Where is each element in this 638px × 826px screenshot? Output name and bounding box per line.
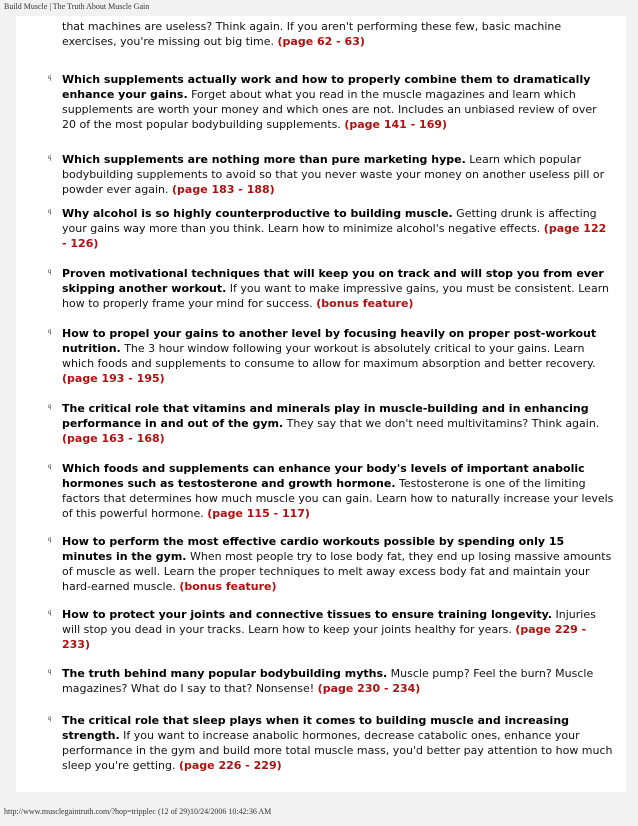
page-reference: (page 230 - 234) xyxy=(317,682,421,695)
list-item-text xyxy=(62,206,614,251)
page-reference: (page 122 - 126) xyxy=(62,222,607,250)
bullet-icon: q xyxy=(48,327,52,335)
item-heading: The truth behind many popular bodybuilding myths. xyxy=(62,667,388,680)
page-reference: (page 226 - 229) xyxy=(178,759,282,772)
page-reference: (page 229 - 233) xyxy=(62,623,587,651)
item-description: Learn which popular bodybuilding supplements to avoid so that you never waste your money on another useless pill or powder ever again. xyxy=(62,153,605,196)
item-description: If you want to increase anabolic hormones, decrease catabolic ones, enhance your performance in the gym and build more total muscle mass, you'd better pay attention to how much sleep you're getting. xyxy=(62,729,613,772)
continuation-paragraph xyxy=(62,19,610,49)
bullet-icon: q xyxy=(48,153,52,161)
bullet-icon: q xyxy=(48,402,52,410)
print-header-title: Build Muscle | The Truth About Muscle Gain xyxy=(4,2,150,11)
list-item-text xyxy=(62,534,614,594)
bullet-icon: q xyxy=(48,207,52,215)
item-heading: How to perform the most effective cardio workouts possible by spending only 15 minutes in the gym. xyxy=(62,535,565,563)
item-description: The 3 hour window following your workout is absolutely critical to your gains. Learn which foods and supplements to consume to allow for maximum absorption and better recovery. xyxy=(62,342,596,370)
list-item-text xyxy=(62,607,614,652)
page-reference: (page 141 - 169) xyxy=(344,118,448,131)
continuation-text: that machines are useless? Think again. If you aren't performing these few, basic machine exercises, you're missing out big time. xyxy=(62,20,562,48)
item-heading: Proven motivational techniques that will keep you on track and will stop you from ever skipping another workout. xyxy=(62,267,604,295)
list-item-text xyxy=(62,713,614,773)
item-description: Getting drunk is affecting your gains way more than you think. Learn how to minimize alcohol's negative effects. xyxy=(62,207,597,235)
item-description: Muscle pump? Feel the burn? Muscle magazines? What do I say to that? Nonsense! xyxy=(62,667,594,695)
document-page xyxy=(16,16,626,792)
list-item-text xyxy=(62,152,614,197)
page-reference: (page 193 - 195) xyxy=(62,372,165,385)
item-heading: Why alcohol is so highly counterproductive to building muscle. xyxy=(62,207,453,220)
page-reference: (page 183 - 188) xyxy=(172,183,275,196)
item-heading: The critical role that sleep plays when it comes to building muscle and increasing strength. xyxy=(62,714,570,742)
item-heading: The critical role that vitamins and minerals play in muscle-building and in enhancing performance in and out of the gym. xyxy=(62,402,589,430)
bullet-icon: q xyxy=(48,535,52,543)
item-description: Forget about what you read in the muscle magazines and learn which supplements are worth your money and which ones are not. Includes an unbiased review of over 20 of the most popular bodybuilding supplements. xyxy=(62,88,597,131)
item-description: Injuries will stop you dead in your tracks. Learn how to keep your joints healthy for years. xyxy=(62,608,596,636)
bullet-icon: q xyxy=(48,608,52,616)
page-reference: (page 115 - 117) xyxy=(207,507,310,520)
item-heading: Which supplements actually work and how to properly combine them to dramatically enhance your gains. xyxy=(62,73,591,101)
print-footer-url: http://www.musclegaintruth.com/?hop=tripplec (12 of 29)10/24/2006 10:42:36 AM xyxy=(4,807,272,816)
item-description: When most people try to lose body fat, they end up losing massive amounts of muscle as well. Learn the proper techniques to melt away excess body fat and maintain your hard-earned muscle. xyxy=(62,550,612,593)
page-reference: (page 62 - 63) xyxy=(277,35,365,48)
item-heading: Which supplements are nothing more than pure marketing hype. xyxy=(62,153,466,166)
item-description: They say that we don't need multivitamins? Think again. xyxy=(283,417,600,430)
item-heading: How to propel your gains to another level by focusing heavily on proper post-workout nutrition. xyxy=(62,327,597,355)
bullet-icon: q xyxy=(48,667,52,675)
list-item-text xyxy=(62,666,614,696)
bullet-icon: q xyxy=(48,73,52,81)
page-reference: (page 163 - 168) xyxy=(62,432,165,445)
item-heading: How to protect your joints and connective tissues to ensure training longevity. xyxy=(62,608,552,621)
bullet-icon: q xyxy=(48,714,52,722)
item-description: Testosterone is one of the limiting factors that determines how much muscle you can gain. Learn how to naturally increase your levels of this powerful hormone. xyxy=(62,477,614,520)
bullet-icon: q xyxy=(48,267,52,275)
bullet-icon: q xyxy=(48,462,52,470)
list-item-text xyxy=(62,401,614,446)
list-item-text xyxy=(62,326,614,386)
list-item-text xyxy=(62,72,614,132)
list-item-text xyxy=(62,266,614,311)
page-reference: (bonus feature) xyxy=(316,297,414,310)
item-heading: Which foods and supplements can enhance your body's levels of important anabolic hormones such as testosterone and growth hormone. xyxy=(62,462,585,490)
item-description: If you want to make impressive gains, you must be consistent. Learn how to properly frame your mind for success. xyxy=(62,282,609,310)
list-item-text xyxy=(62,461,614,521)
page-reference: (bonus feature) xyxy=(179,580,277,593)
